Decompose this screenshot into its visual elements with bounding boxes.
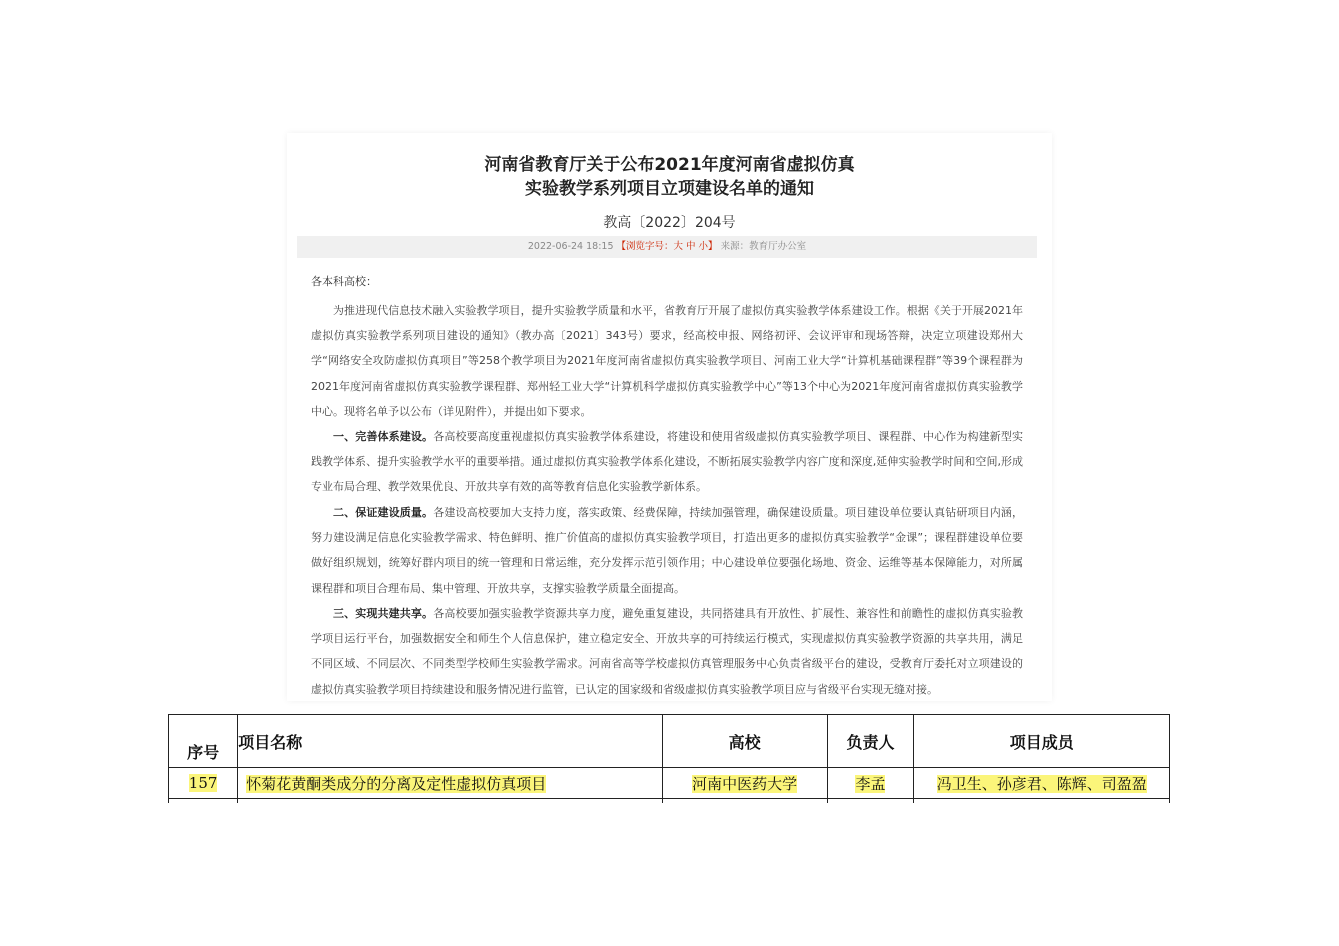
meta-bar [297, 236, 1037, 258]
header-seq: 序号 [169, 715, 238, 768]
header-project-name: 项目名称 [238, 715, 663, 768]
cell-tail [238, 799, 663, 804]
paragraph-body: 各建设高校要加大支持力度，落实政策、经费保障，持续加强管理，确保建设质量。项目建设单位要认真钻研项目内涵，努力建设满足信息化实验教学需求、特色鲜明、推广价值高的虚拟仿真实验教学项目，打造出更多的虚拟仿真实验教学“金课”；课程群建设单位要做好组织规划，统筹好群内项目的统一管理和日常运维，充分发挥示范引领作用；中心建设单位要强化场地、资金、运维等基本保障能力，对所属课程群和项目合理布局、集中管理、开放共享，支撑实验教学质量全面提高。 [311, 506, 1024, 595]
table-row [169, 768, 1170, 799]
table-header-row [169, 715, 1170, 768]
paragraph-sharing [311, 601, 1023, 702]
header-members: 项目成员 [914, 715, 1170, 768]
font-size-control[interactable]: 【浏览字号：大 中 小】 [616, 241, 718, 252]
cell-leader [827, 768, 914, 799]
paragraph-system [311, 424, 1023, 500]
cell-tail [169, 799, 238, 804]
paragraph-body: 各高校要高度重视虚拟仿真实验教学体系建设，将建设和使用省级虚拟仿真实验教学项目、课程群、中心作为构建新型实践教学体系、提升实验教学水平的重要举措。通过虚拟仿真实验教学体系化建设，不断拓展实验教学内容广度和深度,延伸实验教学时间和空间,形成专业布局合理、教学效果优良、开放共享有效的高等教育信息化实验教学新体系。 [311, 430, 1024, 494]
paragraph-heading: 二、保证建设质量。 [333, 506, 434, 519]
project-name-value: 怀菊花黄酮类成分的分离及定性虚拟仿真项目 [246, 774, 547, 793]
cell-seq [169, 768, 238, 799]
cell-tail [914, 799, 1170, 804]
header-leader: 负责人 [827, 715, 914, 768]
paragraph-heading: 三、实现共建共享。 [333, 607, 434, 620]
header-school: 高校 [662, 715, 827, 768]
notice-title-line1: 河南省教育厅关于公布2021年度河南省虚拟仿真 [484, 155, 855, 175]
cell-tail [662, 799, 827, 804]
paragraph-body: 各高校要加强实验教学资源共享力度，避免重复建设，共同搭建具有开放性、扩展性、兼容性和前瞻性的虚拟仿真实验教学项目运行平台，加强数据安全和师生个人信息保护，建立稳定安全、开放共享的可持续运行模式，实现虚拟仿真实验教学资源的共享共用，满足不同区域、不同层次、不同类型学校师生实验教学需求。河南省高等学校虚拟仿真管理服务中心负责省级平台的建设，受教育厅委托对立项建设的虚拟仿真实验教学项目持续建设和服务情况进行监管，已认定的国家级和省级虚拟仿真实验教学项目应与省级平台实现无缝对接。 [311, 607, 1024, 696]
notice-title-line2: 实验教学系列项目立项建设名单的通知 [525, 179, 814, 199]
cell-members [914, 768, 1170, 799]
source-label: 来源：教育厅办公室 [720, 241, 807, 252]
members-value: 冯卫生、孙彦君、陈辉、司盈盈 [936, 774, 1147, 793]
cell-school [662, 768, 827, 799]
paragraph-quality [311, 500, 1023, 601]
cell-tail [827, 799, 914, 804]
cell-project-name [238, 768, 663, 799]
school-value: 河南中医药大学 [692, 774, 798, 793]
paragraph-heading: 一、完善体系建设。 [333, 430, 434, 443]
publish-date: 2022-06-24 18:15 [527, 241, 614, 252]
greeting: 各本科高校： [311, 275, 377, 288]
leader-value: 李孟 [855, 774, 886, 793]
paragraph-intro: 为推进现代信息技术融入实验教学项目，提升实验教学质量和水平，省教育厅开展了虚拟仿真实验教学体系建设工作。根据《关于开展2021年虚拟仿真实验教学系列项目建设的通知》（教办高〔2021〕343号）要求，经高校申报、网络初评、会议评审和现场答辩，决定立项建设郑州大学“网络安全攻防虚拟仿真项目”等258个教学项目为2021年度河南省虚拟仿真实验教学项目、河南工业大学“计算机基础课程群”等39个课程群为2021年度河南省虚拟仿真实验教学课程群、郑州轻工业大学“计算机科学虚拟仿真实验教学中心”等13个中心为2021年度河南省虚拟仿真实验教学中心。现将名单予以公布（详见附件），并提出如下要求。 [311, 304, 1023, 418]
seq-value: 157 [188, 774, 218, 792]
project-table [168, 714, 1170, 803]
document-number: 教高〔2022〕204号 [603, 215, 736, 231]
notice-document [287, 133, 1052, 701]
table-row-continuation [169, 799, 1170, 804]
